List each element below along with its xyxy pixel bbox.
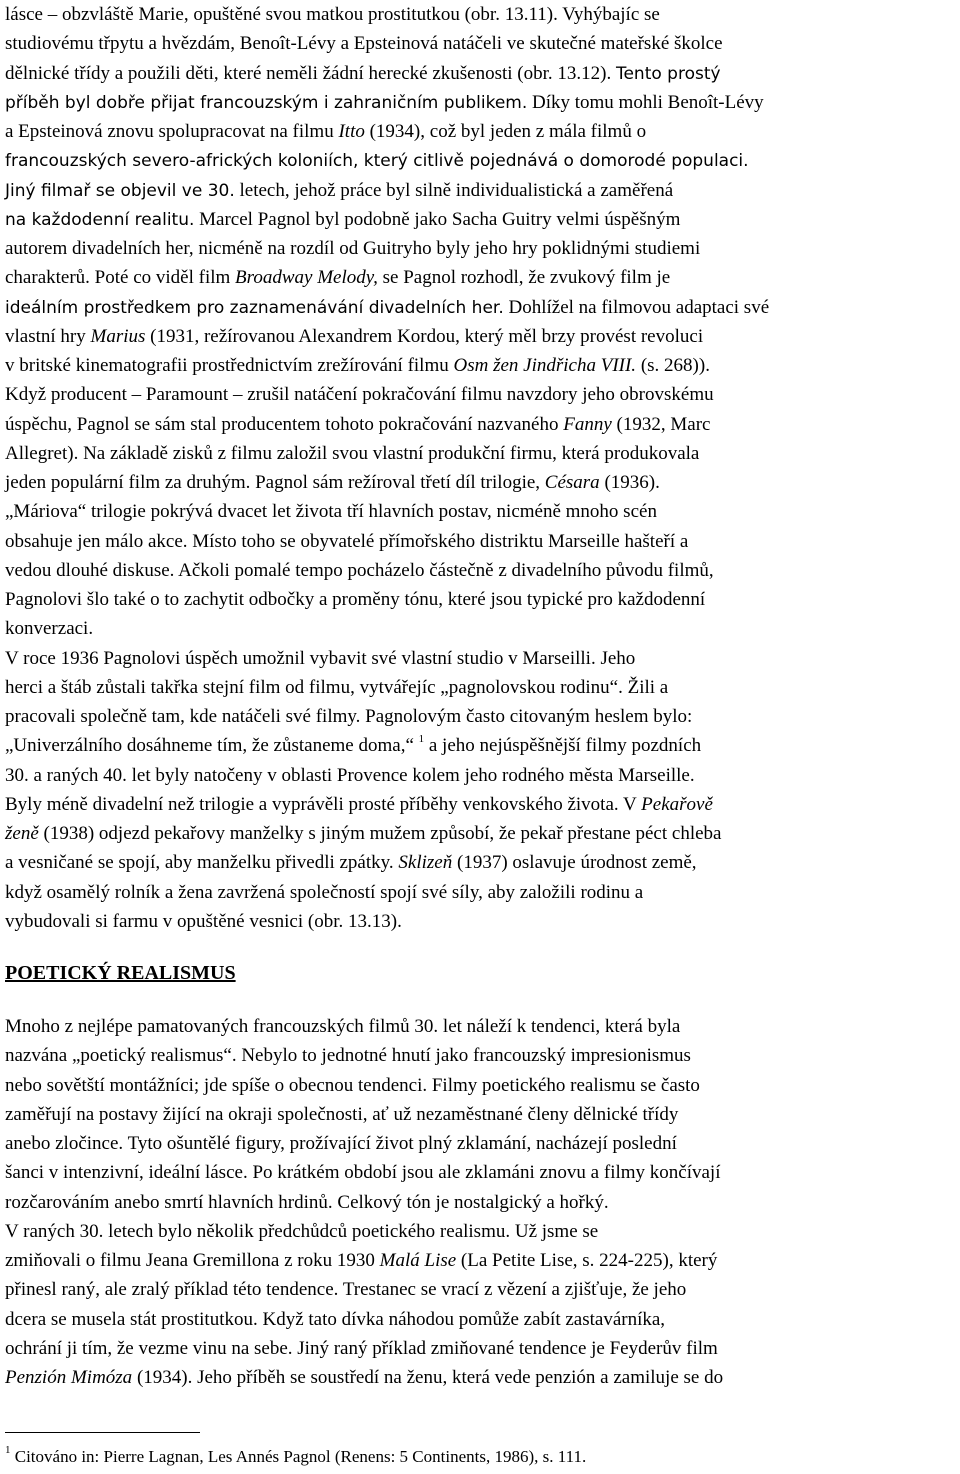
text-segment: studiovému třpytu a hvězdám, Benoît-Lévy a Epsteinová natáčeli ve skutečné mateřské školce (5, 33, 723, 55)
text-segment: a Epsteinová znovu spolupracovat na filmu (5, 121, 339, 142)
paragraph-line (5, 29, 723, 58)
text-segment: 30. a raných 40. let byly natočeny v oblasti Provence kolem jeho rodného města Marseille. (5, 764, 695, 786)
section-paragraph-line (5, 1334, 718, 1363)
text-segment: nazvána „poetický realismus“. Nebylo to jednotné hnutí jako francouzský impresionismus (5, 1045, 691, 1067)
paragraph-line (5, 410, 710, 439)
text-segment: Broadway Melody, (235, 267, 378, 289)
text-segment: Césara (544, 472, 600, 493)
text-segment: francouzských severo-afrických koloniích, který citlivě pojednává o domorodé populaci. (5, 151, 749, 172)
paragraph-line (5, 0, 660, 29)
text-segment: rozčarováním anebo smrtí hlavních hrdinů. Celkový tón je nostalgický a hořký. (5, 1191, 609, 1213)
text-segment: když osamělý rolník a žena zavržená společností spojí své síly, aby založili rodinu a (5, 881, 644, 903)
text-segment: Pagnolovi šlo také o to zachytit odbočky a proměny tónu, které jsou typické pro každodenní (5, 589, 706, 610)
text-segment: ideálním prostředkem pro zaznamenávání divadelních her. (5, 297, 504, 318)
text-segment: na každodenní realitu. (5, 209, 195, 230)
text-segment: Penzión Mimóza (5, 1367, 133, 1388)
text-segment: (1932, Marc (611, 413, 711, 435)
text-segment: (1936). (599, 472, 660, 493)
text-segment: Tento prostý (615, 63, 721, 84)
paragraph-line (5, 556, 714, 585)
text-segment: „Univerzálního dosáhneme tím, že zůstaneme doma,“ (5, 735, 419, 757)
text-segment: (1937) oslavuje úrodnost země, (452, 852, 697, 874)
text-segment: příběh byl dobře přijat francouzským i zahraničním publikem. (5, 92, 528, 113)
text-segment: úspěchu, Pagnol se sám stal producentem tohoto pokračování nazvaného (5, 413, 564, 435)
text-segment: vybudovali si farmu v opuštěné vesnici (obr. 13.13). (5, 910, 402, 932)
text-segment: Byly méně divadelní než trilogie a vyprávěli prosté příběhy venkovského života. V (5, 793, 642, 815)
text-segment: Jiný filmař se objevil ve 30. (5, 180, 235, 201)
paragraph-line (5, 234, 700, 263)
paragraph-line (5, 731, 701, 760)
text-segment: (La Petite Lise, s. 224-225), který (456, 1250, 718, 1271)
footnote-text: Citováno in: Pierre Lagnan, Les Annés Pagnol (Renens: 5 Continents, 1986), s. 111. (14, 1447, 587, 1466)
section-paragraph-line (5, 1071, 700, 1100)
paragraph-line (5, 322, 703, 351)
text-segment: Sklizeň (398, 852, 453, 874)
text-segment: dcera se musela stát prostitutkou. Když tato dívka náhodou pomůže zabít zastavárníka, (5, 1308, 666, 1330)
text-segment: přinesl raný, ale zralý příklad této tendence. Trestanec se vrací z vězení a zjišťuje, že jeho (5, 1279, 687, 1301)
paragraph-line (5, 468, 660, 497)
paragraph-line (5, 702, 692, 731)
text-segment: lásce – obzvláště Marie, opuštěné svou matkou prostitutkou (obr. 13.11). Vyhýbajíc se (5, 4, 660, 25)
text-segment: a jeho nejúspěšnější filmy pozdních (424, 735, 702, 757)
section-paragraph-line (5, 1158, 720, 1187)
text-segment: šanci v intenzivní, ideální lásce. Po krátkém období jsou ale zklamáni znovu a filmy končívají (5, 1162, 721, 1184)
paragraph-line (5, 439, 699, 468)
paragraph-line (5, 117, 646, 146)
paragraph-line (5, 819, 721, 848)
text-segment: dělnické třídy a použili děti, které neměli žádní herecké zkušenosti (obr. 13.12). (5, 62, 616, 84)
section-paragraph-line (5, 1041, 691, 1070)
footnote-marker: 1 (5, 1444, 11, 1457)
text-segment: anebo zločince. Tyto ošuntělé figury, prožívající život plný zklamání, nacházejí poslední (5, 1133, 677, 1154)
text-segment: letech, jehož práce byl silně individualistická a zaměřená (234, 179, 674, 201)
text-segment: Pekařově (641, 793, 713, 815)
text-segment: vlastní hry (5, 325, 91, 347)
text-segment: (1938) odjezd pekařovy manželky s jiným mužem způsobí, že pekař přestane péct chleba (38, 823, 722, 844)
paragraph-line (5, 761, 695, 790)
text-segment: ochrání ji tím, že vezme vinu na sebe. Jiný raný příklad zmiňované tendence je Feyderův film (5, 1337, 718, 1359)
paragraph-line (5, 293, 769, 322)
paragraph-line (5, 848, 697, 877)
paragraph-line (5, 907, 402, 936)
text-segment: vedou dlouhé diskuse. Ačkoli pomalé tempo pocházelo částečně z divadelního původu filmů, (5, 559, 714, 581)
text-segment: nebo sovětští montážníci; jde spíše o obecnou tendenci. Filmy poetického realismu se často (5, 1074, 700, 1096)
text-segment: Itto (338, 121, 365, 142)
section-paragraph-line (5, 1188, 609, 1217)
text-segment: ženě (5, 823, 39, 844)
text-segment: V roce 1936 Pagnolovi úspěch umožnil vybavit své vlastní studio v Marseilli. Jeho (5, 647, 636, 669)
section-paragraph-line (5, 1305, 665, 1334)
text-segment: zmiňovali o filmu Jeana Gremillona z roku 1930 (5, 1250, 380, 1271)
paragraph-line (5, 263, 670, 292)
paragraph-line (5, 88, 764, 117)
text-segment: a vesničané se spojí, aby manželku přivedli zpátky. (5, 852, 399, 874)
paragraph-line (5, 380, 714, 409)
text-segment: Dohlížel na filmovou adaptaci své (503, 296, 770, 318)
section-paragraph-line (5, 1217, 598, 1246)
text-segment: „Máriova“ trilogie pokrývá dvacet let života tří hlavních postav, nicméně mnoho scén (5, 501, 657, 523)
text-segment: autorem divadelních her, nicméně na rozdíl od Guitryho byly jeho hry poklidnými studiemi (5, 238, 701, 259)
section-heading: POETICKÝ REALISMUS (5, 962, 236, 984)
text-segment: V raných 30. letech bylo několik předchůdců poetického realismu. Už jsme se (5, 1220, 599, 1242)
text-segment: Malá Lise (379, 1250, 457, 1271)
section-paragraph-line (5, 1246, 717, 1275)
text-segment: (s. 268)). (636, 355, 710, 376)
text-segment: jeden populární film za druhým. Pagnol sám režíroval třetí díl trilogie, (5, 472, 545, 493)
paragraph-line (5, 614, 93, 643)
text-segment: konverzaci. (5, 618, 94, 640)
text-segment: v britské kinematografii prostřednictvím zrežírování filmu (5, 355, 454, 376)
paragraph-line (5, 790, 713, 819)
text-segment: charakterů. Poté co viděl film (5, 267, 236, 289)
section-paragraph-line (5, 1275, 686, 1304)
text-segment: (1934). Jeho příběh se soustředí na ženu, která vede penzión a zamiluje se do (132, 1367, 724, 1388)
paragraph-line (5, 59, 721, 88)
paragraph-line (5, 205, 680, 234)
footnote (5, 1444, 586, 1470)
paragraph-line (5, 585, 705, 614)
section-paragraph-line (5, 1012, 680, 1041)
footnote-separator (5, 1432, 200, 1433)
text-segment: se Pagnol rozhodl, že zvukový film je (377, 267, 671, 289)
paragraph-line (5, 527, 688, 556)
paragraph-line (5, 878, 643, 907)
text-segment: Když producent – Paramount – zrušil natáčení pokračování filmu navzdory jeho obrovskému (5, 384, 714, 406)
text-segment: Osm žen Jindřicha VIII. (453, 355, 637, 376)
text-segment: (1934), což byl jeden z mála filmů o (364, 121, 647, 142)
paragraph-line (5, 497, 657, 526)
text-segment: Díky tomu mohli Benoît-Lévy (527, 91, 764, 113)
section-paragraph-line (5, 1129, 677, 1158)
text-segment: (1931, režírovanou Alexandrem Kordou, který měl brzy provést revoluci (145, 325, 704, 347)
text-segment: Mnoho z nejlépe pamatovaných francouzských filmů 30. let náleží k tendenci, která byla (5, 1016, 681, 1037)
paragraph-line (5, 146, 749, 175)
text-segment: Marius (90, 325, 146, 347)
paragraph-line (5, 644, 635, 673)
text-segment: Marcel Pagnol byl podobně jako Sacha Guitry velmi úspěšným (194, 208, 681, 230)
paragraph-line (5, 176, 673, 205)
section-paragraph-line (5, 1363, 723, 1392)
text-segment: pracovali společně tam, kde natáčeli své filmy. Pagnolovým často citovaným heslem bylo: (5, 706, 693, 727)
section-paragraph-line (5, 1100, 678, 1129)
text-segment: Allegret). Na základě zisků z filmu založil svou vlastní produkční firmu, která produkovala (5, 442, 700, 464)
paragraph-line (5, 351, 710, 380)
text-segment: zaměřují na postavy žijící na okraji společnosti, ať už nezaměstnané členy dělnické třídy (5, 1103, 679, 1125)
footnote-reference: 1 (418, 732, 425, 745)
text-segment: Fanny (563, 413, 612, 435)
paragraph-line (5, 673, 668, 702)
text-segment: obsahuje jen málo akce. Místo toho se obyvatelé přímořského distriktu Marseille hašteří a (5, 530, 689, 552)
text-segment: herci a štáb zůstali takřka stejní film od filmu, vytvářejíc „pagnolovskou rodinu“. Žili a (5, 676, 669, 698)
